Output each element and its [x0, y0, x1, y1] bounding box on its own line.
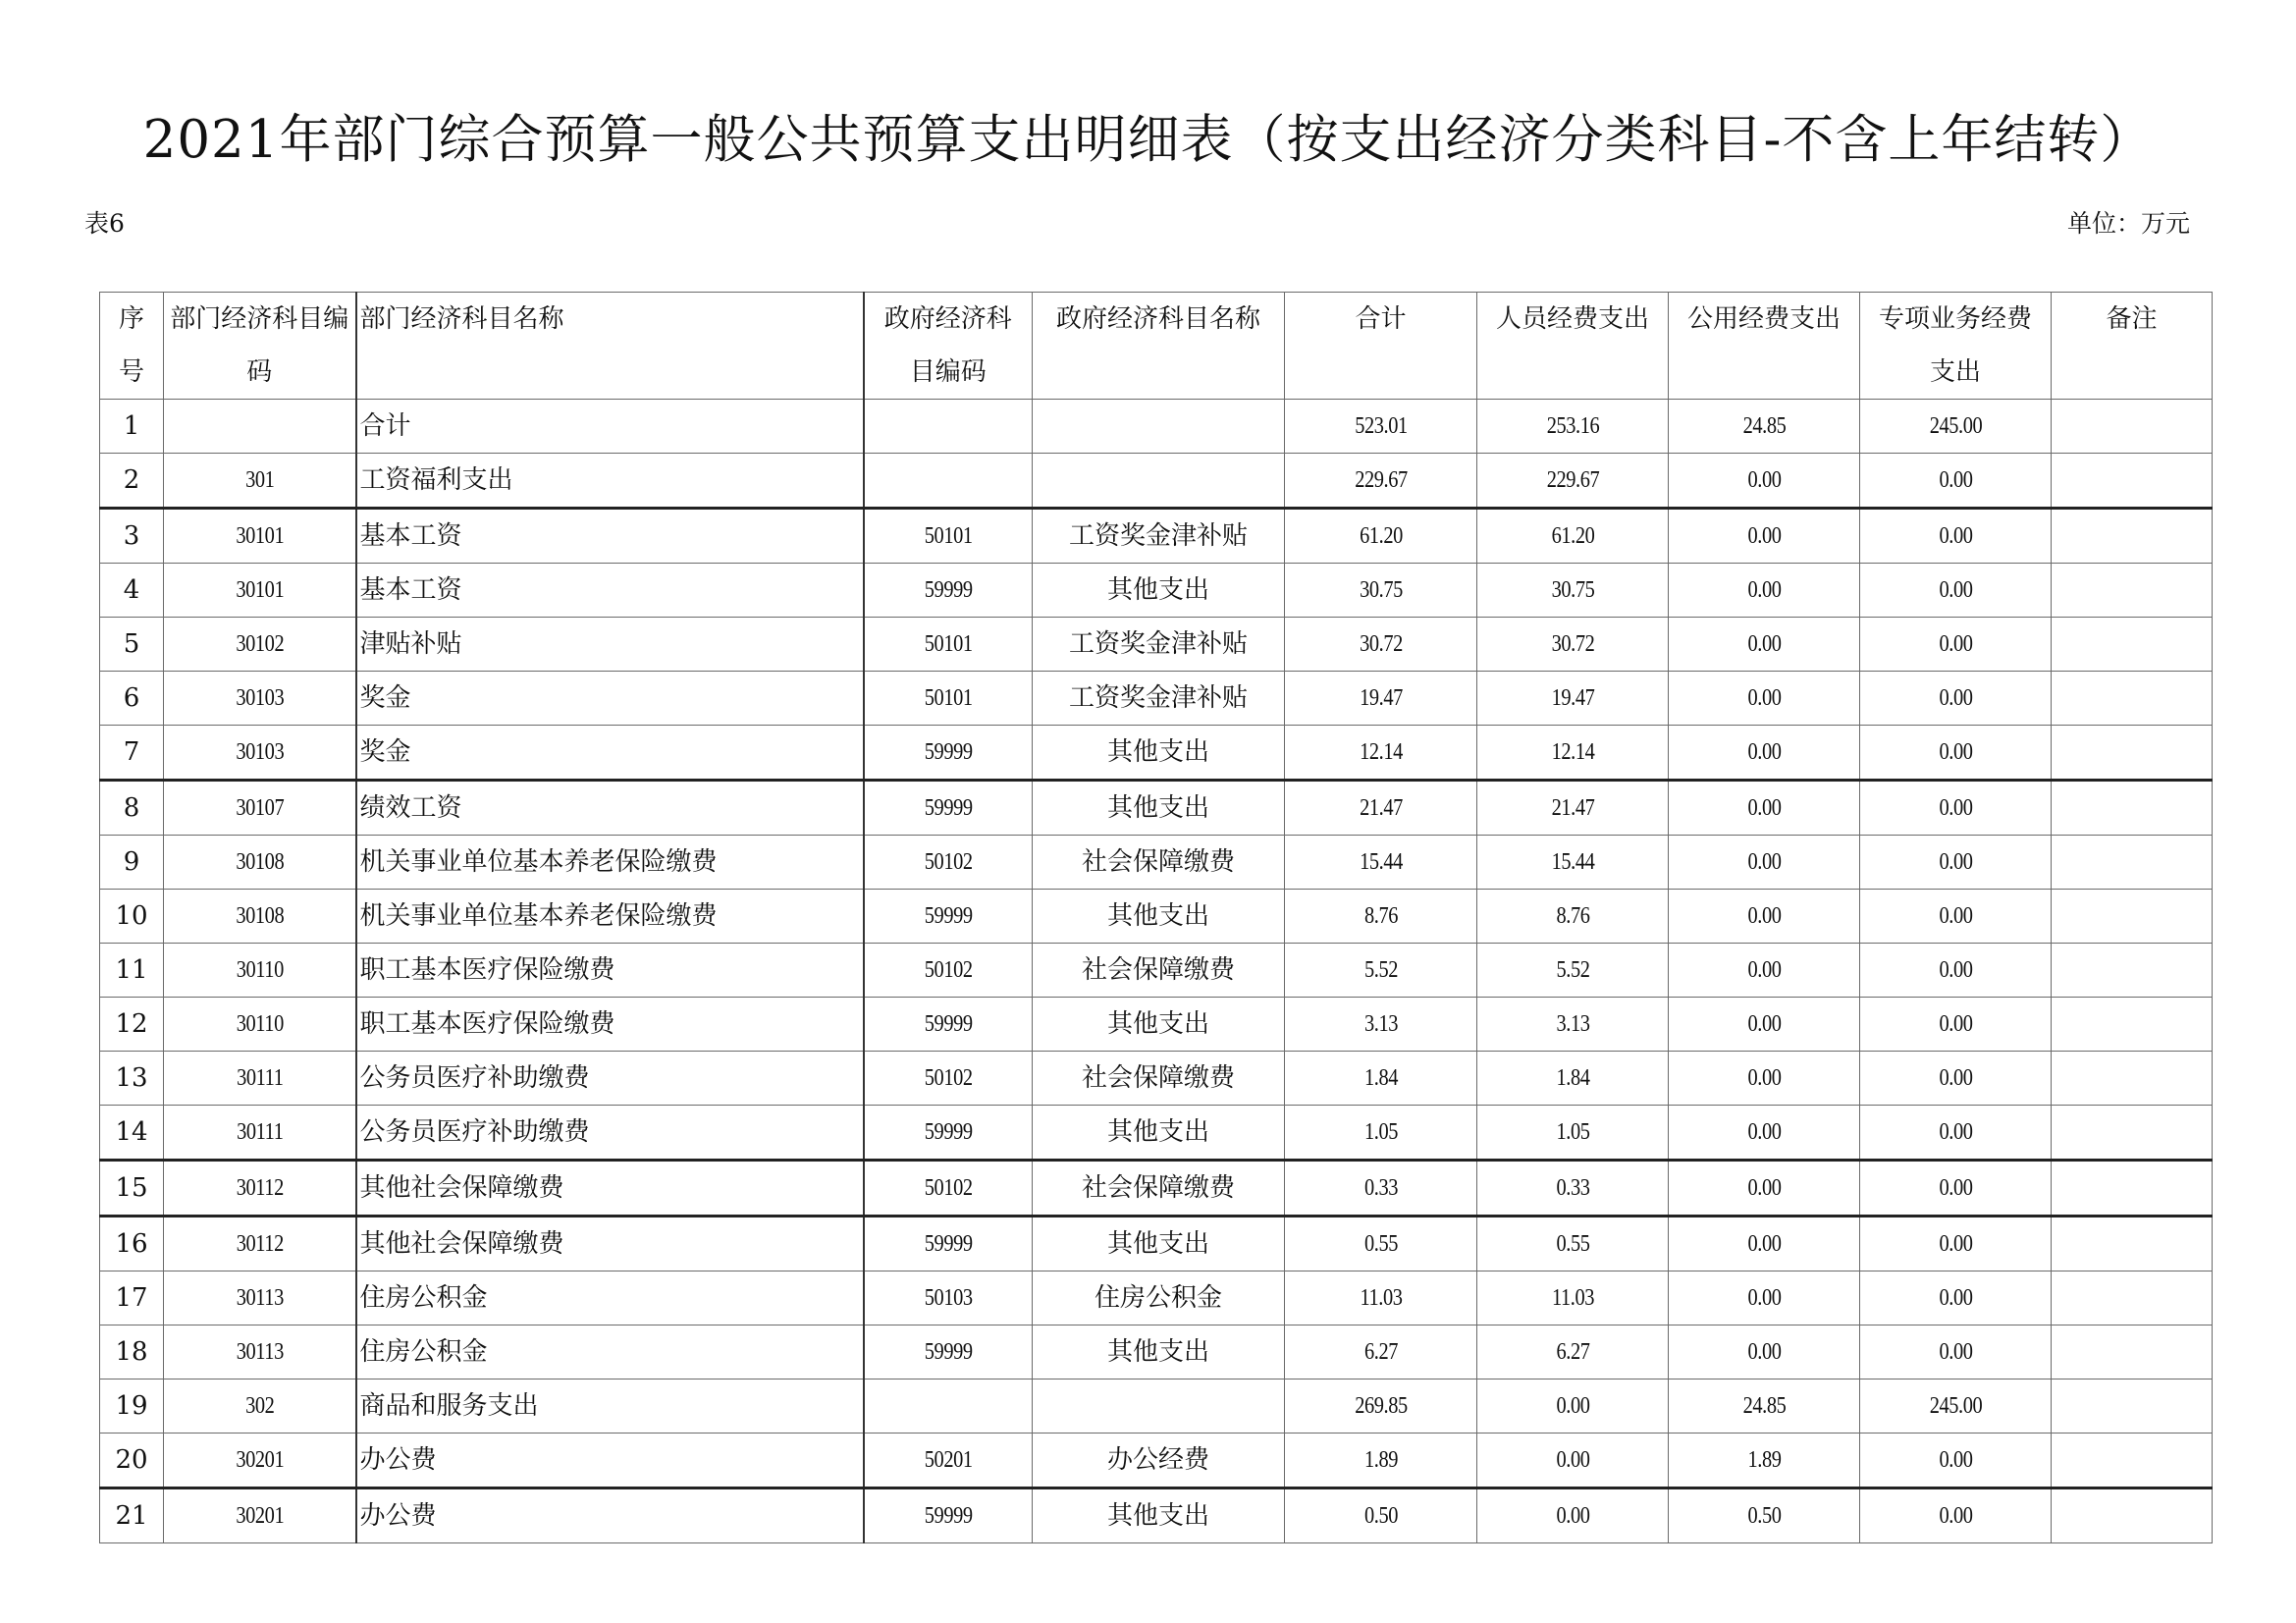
- table-row-4: [100, 564, 2213, 618]
- cell-total: 30.72: [1299, 618, 1463, 672]
- table-row-18: [100, 1325, 2213, 1380]
- cell-gov-name: 其他支出: [1033, 781, 1285, 836]
- cell-total: 1.84: [1299, 1052, 1463, 1106]
- cell-total: 6.27: [1299, 1325, 1463, 1380]
- cell-gov-name: 工资奖金津补贴: [1033, 618, 1285, 672]
- cell-seq: 20: [100, 1434, 164, 1488]
- cell-seq: 3: [100, 509, 164, 564]
- cell-dept-name: 职工基本医疗保险缴费: [356, 998, 864, 1052]
- cell-dept-name: 基本工资: [356, 564, 864, 618]
- cell-gov-code: 50102: [876, 1052, 1019, 1106]
- cell-gov-name: [1033, 1380, 1285, 1434]
- cell-total: 61.20: [1299, 509, 1463, 564]
- cell-special: 0.00: [1874, 1161, 2037, 1217]
- cell-gov-code: 59999: [876, 1217, 1019, 1271]
- cell-public: 0.00: [1682, 454, 1845, 509]
- cell-gov-code: 59999: [876, 998, 1019, 1052]
- cell-dept-name: 奖金: [356, 672, 864, 726]
- cell-dept-name: 职工基本医疗保险缴费: [356, 944, 864, 998]
- header-special: 专项业务经费支出: [1860, 293, 2052, 400]
- cell-gov-code: 50101: [876, 509, 1019, 564]
- cell-total: 269.85: [1299, 1380, 1463, 1434]
- cell-gov-code: 50201: [876, 1434, 1019, 1488]
- cell-remark: [2052, 1106, 2213, 1161]
- cell-dept-name: 基本工资: [356, 509, 864, 564]
- cell-dept-name: 奖金: [356, 726, 864, 781]
- table-row-9: [100, 836, 2213, 890]
- cell-remark: [2052, 1488, 2213, 1543]
- table-row-16: [100, 1217, 2213, 1271]
- cell-public: 0.00: [1682, 1325, 1845, 1380]
- cell-seq: 21: [100, 1488, 164, 1543]
- cell-seq: 19: [100, 1380, 164, 1434]
- header-gov-code: 政府经济科目编码: [864, 293, 1033, 400]
- cell-total: 21.47: [1299, 781, 1463, 836]
- cell-total: 0.50: [1299, 1488, 1463, 1543]
- cell-special: 245.00: [1874, 400, 2037, 454]
- cell-seq: 18: [100, 1325, 164, 1380]
- cell-dept-name: 工资福利支出: [356, 454, 864, 509]
- cell-gov-name: 社会保障缴费: [1033, 1161, 1285, 1217]
- table-number: 表6: [84, 209, 125, 238]
- cell-public: 0.00: [1682, 618, 1845, 672]
- cell-special: 0.00: [1874, 890, 2037, 944]
- cell-public: 0.00: [1682, 1217, 1845, 1271]
- cell-personnel: 30.72: [1491, 618, 1654, 672]
- table-row-17: [100, 1271, 2213, 1325]
- cell-remark: [2052, 618, 2213, 672]
- cell-total: 523.01: [1299, 400, 1463, 454]
- cell-dept-code: [178, 400, 342, 454]
- cell-total: 3.13: [1299, 998, 1463, 1052]
- cell-public: 0.00: [1682, 1271, 1845, 1325]
- cell-personnel: 12.14: [1491, 726, 1654, 781]
- cell-dept-name: 公务员医疗补助缴费: [356, 1052, 864, 1106]
- cell-personnel: 61.20: [1491, 509, 1654, 564]
- cell-personnel: 229.67: [1491, 454, 1654, 509]
- cell-gov-name: 其他支出: [1033, 1217, 1285, 1271]
- cell-total: 229.67: [1299, 454, 1463, 509]
- cell-dept-code: 301: [178, 454, 342, 509]
- cell-seq: 2: [100, 454, 164, 509]
- cell-remark: [2052, 509, 2213, 564]
- cell-public: 0.00: [1682, 1106, 1845, 1161]
- cell-special: 0.00: [1874, 1052, 2037, 1106]
- cell-total: 30.75: [1299, 564, 1463, 618]
- cell-public: 0.00: [1682, 1161, 1845, 1217]
- cell-seq: 13: [100, 1052, 164, 1106]
- cell-personnel: 0.00: [1491, 1380, 1654, 1434]
- cell-gov-code: [876, 1380, 1019, 1434]
- cell-dept-name: 公务员医疗补助缴费: [356, 1106, 864, 1161]
- cell-public: 0.00: [1682, 998, 1845, 1052]
- cell-special: 0.00: [1874, 944, 2037, 998]
- cell-remark: [2052, 890, 2213, 944]
- cell-dept-code: 30103: [178, 672, 342, 726]
- cell-dept-code: 30201: [178, 1434, 342, 1488]
- cell-personnel: 0.55: [1491, 1217, 1654, 1271]
- cell-special: 0.00: [1874, 509, 2037, 564]
- cell-gov-code: [876, 400, 1019, 454]
- cell-gov-name: 社会保障缴费: [1033, 836, 1285, 890]
- cell-dept-name: 住房公积金: [356, 1325, 864, 1380]
- cell-special: 0.00: [1874, 1217, 2037, 1271]
- cell-seq: 4: [100, 564, 164, 618]
- header-public: 公用经费支出: [1669, 293, 1860, 400]
- cell-dept-code: 30113: [178, 1325, 342, 1380]
- cell-personnel: 21.47: [1491, 781, 1654, 836]
- cell-special: 0.00: [1874, 618, 2037, 672]
- cell-public: 24.85: [1682, 1380, 1845, 1434]
- cell-public: 0.00: [1682, 890, 1845, 944]
- cell-special: 0.00: [1874, 781, 2037, 836]
- cell-public: 0.00: [1682, 1052, 1845, 1106]
- cell-gov-name: 其他支出: [1033, 998, 1285, 1052]
- cell-remark: [2052, 454, 2213, 509]
- cell-gov-code: 50103: [876, 1271, 1019, 1325]
- cell-special: 0.00: [1874, 1325, 2037, 1380]
- cell-special: 0.00: [1874, 672, 2037, 726]
- cell-gov-code: 59999: [876, 1325, 1019, 1380]
- cell-dept-name: 住房公积金: [356, 1271, 864, 1325]
- header-personnel: 人员经费支出: [1477, 293, 1669, 400]
- cell-public: 0.00: [1682, 509, 1845, 564]
- cell-gov-name: 其他支出: [1033, 1106, 1285, 1161]
- cell-gov-code: 59999: [876, 1488, 1019, 1543]
- table-row-13: [100, 1052, 2213, 1106]
- cell-dept-name: 办公费: [356, 1488, 864, 1543]
- cell-seq: 6: [100, 672, 164, 726]
- header-seq: 序号: [100, 293, 164, 400]
- header-gov-name: 政府经济科目名称: [1033, 293, 1285, 400]
- cell-gov-code: 59999: [876, 726, 1019, 781]
- cell-gov-code: 50102: [876, 944, 1019, 998]
- cell-seq: 10: [100, 890, 164, 944]
- cell-special: 0.00: [1874, 726, 2037, 781]
- table-row-19: [100, 1380, 2213, 1434]
- cell-personnel: 1.05: [1491, 1106, 1654, 1161]
- cell-personnel: 0.00: [1491, 1488, 1654, 1543]
- cell-dept-name: 机关事业单位基本养老保险缴费: [356, 836, 864, 890]
- cell-gov-code: 50102: [876, 1161, 1019, 1217]
- cell-remark: [2052, 400, 2213, 454]
- cell-dept-name: 其他社会保障缴费: [356, 1217, 864, 1271]
- cell-dept-name: 机关事业单位基本养老保险缴费: [356, 890, 864, 944]
- cell-gov-code: 50102: [876, 836, 1019, 890]
- table-row-10: [100, 890, 2213, 944]
- table-row-5: [100, 618, 2213, 672]
- cell-personnel: 15.44: [1491, 836, 1654, 890]
- cell-special: 0.00: [1874, 564, 2037, 618]
- cell-personnel: 253.16: [1491, 400, 1654, 454]
- cell-gov-name: [1033, 400, 1285, 454]
- cell-seq: 7: [100, 726, 164, 781]
- cell-total: 12.14: [1299, 726, 1463, 781]
- cell-dept-code: 30201: [178, 1488, 342, 1543]
- table-row-6: [100, 672, 2213, 726]
- cell-personnel: 6.27: [1491, 1325, 1654, 1380]
- cell-personnel: 19.47: [1491, 672, 1654, 726]
- cell-gov-name: 工资奖金津补贴: [1033, 672, 1285, 726]
- table-row-14: [100, 1106, 2213, 1161]
- cell-remark: [2052, 836, 2213, 890]
- cell-dept-name: 商品和服务支出: [356, 1380, 864, 1434]
- cell-gov-name: 其他支出: [1033, 1488, 1285, 1543]
- cell-total: 1.05: [1299, 1106, 1463, 1161]
- cell-remark: [2052, 564, 2213, 618]
- cell-seq: 8: [100, 781, 164, 836]
- header-remark: 备注: [2052, 293, 2213, 400]
- cell-personnel: 0.00: [1491, 1434, 1654, 1488]
- cell-gov-code: 59999: [876, 781, 1019, 836]
- cell-personnel: 0.33: [1491, 1161, 1654, 1217]
- cell-remark: [2052, 1052, 2213, 1106]
- cell-remark: [2052, 1217, 2213, 1271]
- cell-remark: [2052, 1380, 2213, 1434]
- cell-special: 0.00: [1874, 454, 2037, 509]
- cell-remark: [2052, 1325, 2213, 1380]
- header-row: [100, 293, 2213, 400]
- cell-public: 24.85: [1682, 400, 1845, 454]
- cell-remark: [2052, 998, 2213, 1052]
- cell-personnel: 8.76: [1491, 890, 1654, 944]
- table-row-8: [100, 781, 2213, 836]
- cell-gov-code: 50101: [876, 618, 1019, 672]
- cell-dept-name: 津贴补贴: [356, 618, 864, 672]
- cell-gov-code: [876, 454, 1019, 509]
- cell-public: 0.00: [1682, 944, 1845, 998]
- cell-dept-name: 办公费: [356, 1434, 864, 1488]
- cell-dept-code: 30112: [178, 1217, 342, 1271]
- cell-gov-name: 住房公积金: [1033, 1271, 1285, 1325]
- cell-remark: [2052, 1271, 2213, 1325]
- table-row-21: [100, 1488, 2213, 1543]
- cell-total: 5.52: [1299, 944, 1463, 998]
- cell-personnel: 1.84: [1491, 1052, 1654, 1106]
- cell-seq: 1: [100, 400, 164, 454]
- cell-total: 0.33: [1299, 1161, 1463, 1217]
- table-row-3: [100, 509, 2213, 564]
- table-row-12: [100, 998, 2213, 1052]
- cell-seq: 5: [100, 618, 164, 672]
- cell-total: 19.47: [1299, 672, 1463, 726]
- cell-special: 0.00: [1874, 1271, 2037, 1325]
- cell-seq: 15: [100, 1161, 164, 1217]
- cell-remark: [2052, 781, 2213, 836]
- cell-dept-code: 30103: [178, 726, 342, 781]
- cell-dept-code: 30111: [178, 1052, 342, 1106]
- cell-dept-name: 合计: [356, 400, 864, 454]
- cell-gov-code: 59999: [876, 1106, 1019, 1161]
- page-title: 2021年部门综合预算一般公共预算支出明细表（按支出经济分类科目-不含上年结转）: [142, 110, 2154, 170]
- cell-seq: 11: [100, 944, 164, 998]
- cell-public: 0.50: [1682, 1488, 1845, 1543]
- unit-label: 单位：万元: [2066, 209, 2190, 238]
- cell-special: 245.00: [1874, 1380, 2037, 1434]
- cell-dept-code: 30108: [178, 836, 342, 890]
- cell-remark: [2052, 1434, 2213, 1488]
- cell-total: 15.44: [1299, 836, 1463, 890]
- cell-gov-name: 其他支出: [1033, 726, 1285, 781]
- cell-gov-name: 社会保障缴费: [1033, 944, 1285, 998]
- cell-gov-name: 其他支出: [1033, 1325, 1285, 1380]
- cell-dept-name: 其他社会保障缴费: [356, 1161, 864, 1217]
- cell-special: 0.00: [1874, 998, 2037, 1052]
- table-row-20: [100, 1434, 2213, 1488]
- cell-gov-code: 59999: [876, 890, 1019, 944]
- cell-public: 0.00: [1682, 836, 1845, 890]
- cell-dept-code: 30110: [178, 998, 342, 1052]
- cell-dept-code: 30101: [178, 509, 342, 564]
- cell-dept-code: 30111: [178, 1106, 342, 1161]
- cell-remark: [2052, 726, 2213, 781]
- header-dept-name: 部门经济科目名称: [356, 293, 864, 400]
- cell-seq: 14: [100, 1106, 164, 1161]
- cell-special: 0.00: [1874, 1434, 2037, 1488]
- cell-public: 1.89: [1682, 1434, 1845, 1488]
- cell-personnel: 30.75: [1491, 564, 1654, 618]
- cell-dept-code: 30110: [178, 944, 342, 998]
- cell-dept-name: 绩效工资: [356, 781, 864, 836]
- cell-total: 1.89: [1299, 1434, 1463, 1488]
- cell-gov-name: 社会保障缴费: [1033, 1052, 1285, 1106]
- cell-gov-name: 其他支出: [1033, 890, 1285, 944]
- table-row-15: [100, 1161, 2213, 1217]
- table-row-11: [100, 944, 2213, 998]
- cell-gov-name: [1033, 454, 1285, 509]
- cell-dept-code: 30108: [178, 890, 342, 944]
- cell-personnel: 11.03: [1491, 1271, 1654, 1325]
- cell-dept-code: 302: [178, 1380, 342, 1434]
- cell-remark: [2052, 1161, 2213, 1217]
- cell-public: 0.00: [1682, 781, 1845, 836]
- header-total: 合计: [1285, 293, 1477, 400]
- cell-gov-code: 50101: [876, 672, 1019, 726]
- cell-public: 0.00: [1682, 564, 1845, 618]
- cell-special: 0.00: [1874, 1488, 2037, 1543]
- cell-seq: 16: [100, 1217, 164, 1271]
- table-row-1: [100, 400, 2213, 454]
- cell-public: 0.00: [1682, 672, 1845, 726]
- cell-personnel: 5.52: [1491, 944, 1654, 998]
- cell-gov-code: 59999: [876, 564, 1019, 618]
- cell-gov-name: 其他支出: [1033, 564, 1285, 618]
- cell-dept-code: 30113: [178, 1271, 342, 1325]
- cell-gov-name: 工资奖金津补贴: [1033, 509, 1285, 564]
- cell-dept-code: 30107: [178, 781, 342, 836]
- cell-personnel: 3.13: [1491, 998, 1654, 1052]
- cell-seq: 12: [100, 998, 164, 1052]
- cell-total: 11.03: [1299, 1271, 1463, 1325]
- cell-gov-name: 办公经费: [1033, 1434, 1285, 1488]
- cell-special: 0.00: [1874, 1106, 2037, 1161]
- header-dept-code: 部门经济科目编码: [164, 293, 356, 400]
- expenditure-table: [99, 292, 2213, 1543]
- cell-remark: [2052, 944, 2213, 998]
- cell-seq: 17: [100, 1271, 164, 1325]
- cell-total: 0.55: [1299, 1217, 1463, 1271]
- cell-dept-code: 30101: [178, 564, 342, 618]
- table-row-7: [100, 726, 2213, 781]
- table-row-2: [100, 454, 2213, 509]
- cell-dept-code: 30102: [178, 618, 342, 672]
- cell-total: 8.76: [1299, 890, 1463, 944]
- cell-remark: [2052, 672, 2213, 726]
- cell-public: 0.00: [1682, 726, 1845, 781]
- cell-dept-code: 30112: [178, 1161, 342, 1217]
- cell-special: 0.00: [1874, 836, 2037, 890]
- cell-seq: 9: [100, 836, 164, 890]
